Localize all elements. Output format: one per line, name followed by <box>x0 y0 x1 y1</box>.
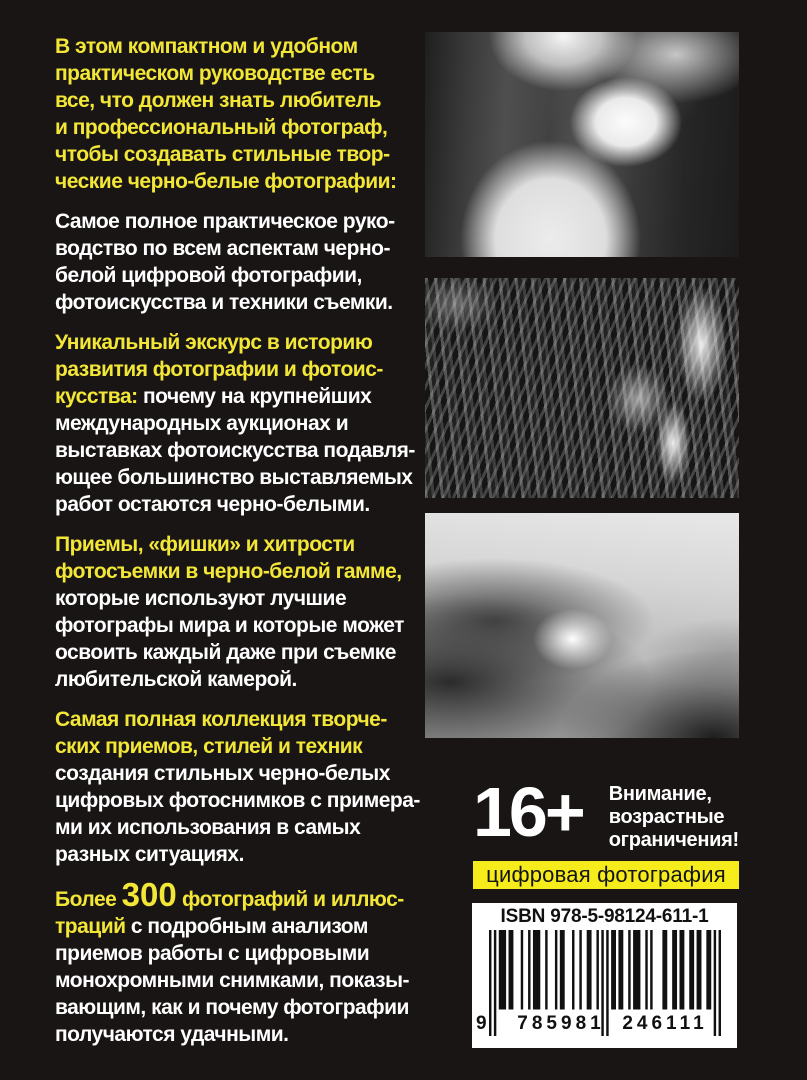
blurb-line: водство по всем аспектам черно- <box>55 237 390 260</box>
blurb-column <box>55 33 427 1061</box>
category-label-text: цифровая фотография <box>486 862 726 887</box>
photo-reeds-scene <box>425 278 739 498</box>
blurb-line: освоить каждый даже при съемке <box>55 641 396 664</box>
blurb-line: траций с подробным анализом <box>55 915 368 938</box>
blurb-paragraph <box>55 329 427 518</box>
blurb-line: приемов работы с цифровыми <box>55 942 370 965</box>
blurb-line: монохромными снимками, показы- <box>55 969 409 992</box>
blurb-line: фотоискусства и техники съемки. <box>55 291 393 314</box>
age-warning-text <box>609 780 739 852</box>
blurb-line: кусства: почему на крупнейших <box>55 385 372 408</box>
blurb-line: чтобы создавать стильные твор- <box>55 143 390 166</box>
blurb-line: получаются удачными. <box>55 1023 289 1046</box>
age-warning-line: ограничения! <box>608 829 739 851</box>
blurb-paragraph <box>55 876 427 1048</box>
barcode-digit-group: 246111 <box>622 1013 708 1034</box>
age-warning-line: возрастные <box>608 806 725 828</box>
blurb-line: ющее большинство выставляемых <box>55 466 413 489</box>
blurb-line: выставках фотоискусства подавля- <box>55 439 415 462</box>
blurb-line: Более 300 фотографий и иллюс- <box>55 876 404 913</box>
blurb-line: создания стильных черно-белых <box>55 762 390 785</box>
blurb-line: В этом компактном и удобном <box>55 35 358 58</box>
blurb-line: ских приемов, стилей и техник <box>55 735 363 758</box>
blurb-line: любительской камерой. <box>55 668 297 691</box>
blurb-line: работ остаются черно-белыми. <box>55 493 370 516</box>
blurb-line: цифровых фотоснимков с примера- <box>55 789 420 812</box>
blurb-line: практическом руководстве есть <box>55 62 375 85</box>
blurb-line: Приемы, «фишки» и хитрости <box>55 533 355 556</box>
age-rating-value: 16+ <box>473 773 583 851</box>
blurb-line: фотографы мира и которые может <box>55 614 404 637</box>
blurb-line: вающим, как и почему фотографии <box>55 996 409 1019</box>
age-rating-block <box>473 773 739 852</box>
barcode-digit-group: 9 <box>476 1013 487 1034</box>
blurb-line: Уникальный экскурс в историю <box>55 331 373 354</box>
blurb-paragraph <box>55 706 427 868</box>
blurb-paragraph <box>55 208 427 316</box>
barcode-digit-group: 785981 <box>517 1013 605 1034</box>
blurb-line: международных аукционах и <box>55 412 349 435</box>
category-label-bar <box>473 861 739 889</box>
blurb-line: которые используют лучшие <box>55 587 347 610</box>
photo-soft-focus-scene <box>425 513 739 738</box>
blurb-line: Самое полное практическое руко- <box>55 210 395 233</box>
blurb-line: ми их использования в самых <box>55 816 361 839</box>
blurb-paragraph <box>55 531 427 693</box>
isbn-barcode-block <box>472 903 737 1048</box>
photo-camera-scene <box>425 32 739 257</box>
blurb-line: белой цифровой фотографии, <box>55 264 362 287</box>
blurb-line: Самая полная коллекция творче- <box>55 708 387 731</box>
blurb-line: и профессиональный фотограф, <box>55 116 388 139</box>
blurb-line: ческие черно-белые фотографии: <box>55 170 397 193</box>
age-warning-line: Внимание, <box>608 783 712 805</box>
blurb-line: все, что должен знать любитель <box>55 89 381 112</box>
blurb-line: фотосъемки в черно-белой гамме, <box>55 560 402 583</box>
blurb-line: развития фотографии и фотоис- <box>55 358 383 381</box>
isbn-label: ISBN 978-5-98124-611-1 <box>500 906 709 927</box>
blurb-line: разных ситуациях. <box>55 843 244 866</box>
blurb-paragraph <box>55 33 427 195</box>
